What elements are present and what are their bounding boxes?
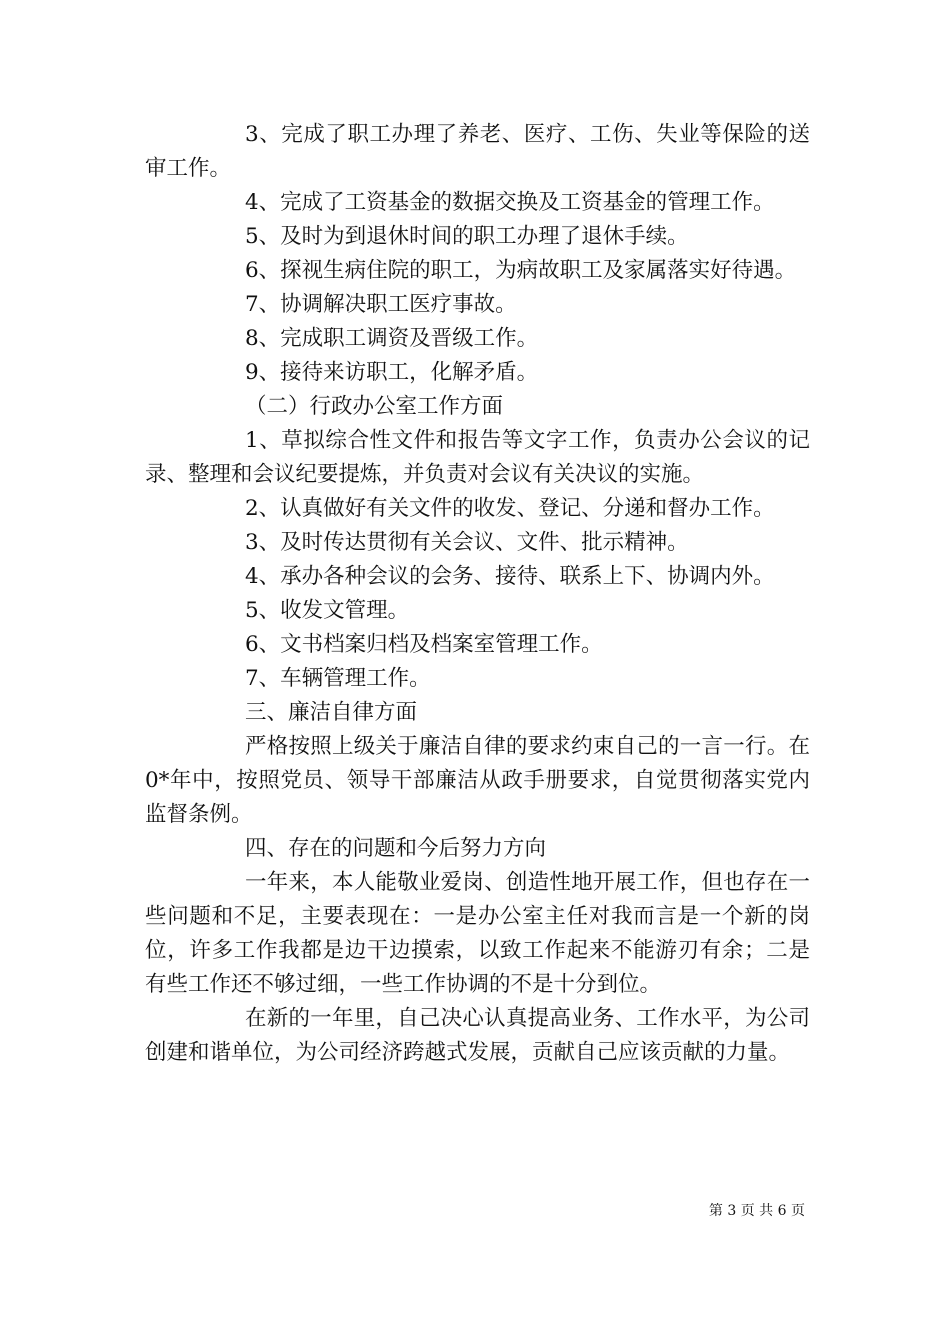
paragraph-admin-6-archives: 6、文书档案归档及档案室管理工作。: [245, 632, 603, 657]
page-number-footer: 第 3 页 共 6 页: [708, 1203, 805, 1219]
paragraph-admin-2-documents: 2、认真做好有关文件的收发、登记、分递和督办工作。: [245, 496, 775, 521]
section-heading-admin-office: （二）行政办公室工作方面: [245, 394, 504, 419]
paragraph-item-9-reception: 9、接待来访职工，化解矛盾。: [245, 360, 539, 385]
paragraph-item-6-visits: 6、探视生病住院的职工，为病故职工及家属落实好待遇。: [245, 258, 797, 283]
paragraph-item-5-retirement: 5、及时为到退休时间的职工办理了退休手续。: [245, 224, 689, 249]
section-heading-problems: 四、存在的问题和今后努力方向: [245, 836, 547, 861]
paragraph-item-8-salary: 8、完成职工调资及晋级工作。: [245, 326, 539, 351]
section-heading-integrity: 三、廉洁自律方面: [245, 700, 418, 725]
paragraph-integrity: 严格按照上级关于廉洁自律的要求约束自己的一言一行。在0*年中，按照党员、领导干部廉洁从政手册要求，自觉贯彻落实党内监督条例。: [145, 734, 810, 827]
paragraph-item-3-insurance: 3、完成了职工办理了养老、医疗、工伤、失业等保险的送审工作。: [145, 122, 810, 181]
paragraph-admin-7-vehicles: 7、车辆管理工作。: [245, 666, 431, 691]
paragraph-admin-1-drafting: 1、草拟综合性文件和报告等文字工作，负责办公会议的记录、整理和会议纪要提炼，并负责对会议有关决议的实施。: [145, 428, 810, 487]
paragraph-admin-5-mail: 5、收发文管理。: [245, 598, 410, 623]
document-body: [145, 118, 810, 1070]
paragraph-new-year: 在新的一年里，自己决心认真提高业务、工作水平，为公司创建和谐单位，为公司经济跨越式发展，贡献自己应该贡献的力量。: [145, 1006, 810, 1065]
paragraph-item-7-medical: 7、协调解决职工医疗事故。: [245, 292, 517, 317]
paragraph-admin-4-meetings: 4、承办各种会议的会务、接待、联系上下、协调内外。: [245, 564, 775, 589]
paragraph-item-4-wage-fund: 4、完成了工资基金的数据交换及工资基金的管理工作。: [245, 190, 775, 215]
paragraph-admin-3-communication: 3、及时传达贯彻有关会议、文件、批示精神。: [245, 530, 689, 555]
paragraph-problems: 一年来，本人能敬业爱岗、创造性地开展工作，但也存在一些问题和不足，主要表现在：一是办公室主任对我而言是一个新的岗位，许多工作我都是边干边摸索，以致工作起来不能游刃有余；二是有些工作还不够过细，一些工作协调的不是十分到位。: [145, 870, 810, 997]
